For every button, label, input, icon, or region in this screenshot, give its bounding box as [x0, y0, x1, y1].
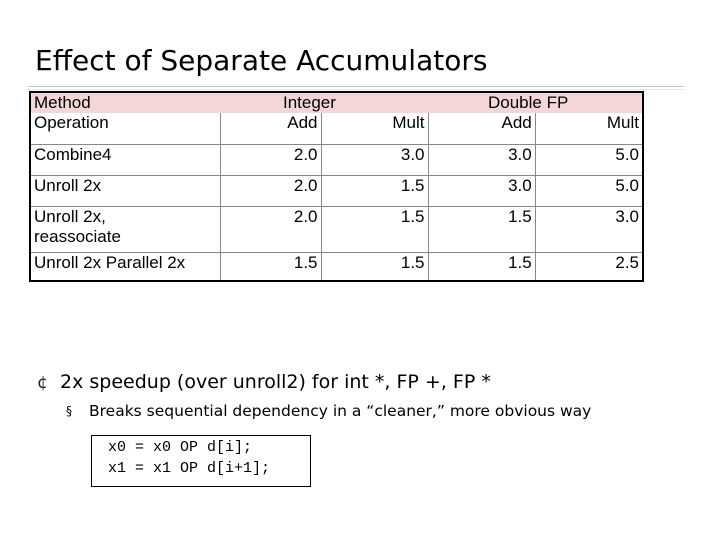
row-method-line1: Unroll 2x, — [34, 207, 106, 226]
table-header-row — [30, 92, 643, 113]
code-box — [91, 435, 311, 487]
cell-fp-add: 1.5 — [428, 253, 535, 282]
row-method: Unroll 2x Parallel 2x — [30, 253, 220, 282]
table-row — [30, 176, 643, 207]
square-bullet-icon: § — [66, 404, 72, 418]
row-method: Combine4 — [30, 145, 220, 176]
sub-bullet-text: Breaks sequential dependency in a “cleaner,” more obvious way — [89, 402, 592, 420]
cell-int-add: 2.0 — [220, 176, 321, 207]
op-fp-add: Add — [428, 113, 535, 145]
op-fp-mult: Mult — [535, 113, 643, 145]
table-row — [30, 253, 643, 282]
row-method: Unroll 2x — [30, 176, 220, 207]
slide-title: Effect of Separate Accumulators — [35, 44, 488, 77]
cell-fp-mult: 5.0 — [535, 176, 643, 207]
cell-fp-mult: 3.0 — [535, 207, 643, 253]
operation-label: Operation — [30, 113, 220, 145]
circle-bullet-icon: ¢ — [37, 373, 48, 393]
header-integer — [220, 92, 428, 113]
table-row — [30, 145, 643, 176]
cell-int-mult: 1.5 — [321, 253, 428, 282]
cell-fp-mult: 5.0 — [535, 145, 643, 176]
op-int-mult: Mult — [321, 113, 428, 145]
code-line: x1 = x1 OP d[i+1]; — [108, 460, 271, 477]
row-method — [30, 207, 220, 253]
performance-table — [29, 91, 644, 282]
cell-fp-add: 1.5 — [428, 207, 535, 253]
cell-fp-add: 3.0 — [428, 145, 535, 176]
header-integer-label: Integer — [283, 93, 336, 112]
table-row — [30, 207, 643, 253]
header-double-fp — [428, 92, 643, 113]
cell-int-add: 1.5 — [220, 253, 321, 282]
cell-int-mult: 1.5 — [321, 176, 428, 207]
cell-int-add: 2.0 — [220, 145, 321, 176]
header-double-fp-label: Double FP — [488, 93, 569, 112]
header-method: Method — [30, 92, 220, 113]
cell-fp-add: 3.0 — [428, 176, 535, 207]
table-operation-row — [30, 113, 643, 145]
code-line: x0 = x0 OP d[i]; — [108, 439, 253, 456]
op-int-add: Add — [220, 113, 321, 145]
main-bullet-text: 2x speedup (over unroll2) for int *, FP +, FP * — [60, 371, 491, 393]
cell-int-mult: 3.0 — [321, 145, 428, 176]
title-divider — [28, 86, 684, 87]
title-divider-shadow — [28, 89, 684, 90]
cell-int-mult: 1.5 — [321, 207, 428, 253]
row-method-line2: reassociate — [34, 227, 121, 246]
cell-int-add: 2.0 — [220, 207, 321, 253]
cell-fp-mult: 2.5 — [535, 253, 643, 282]
